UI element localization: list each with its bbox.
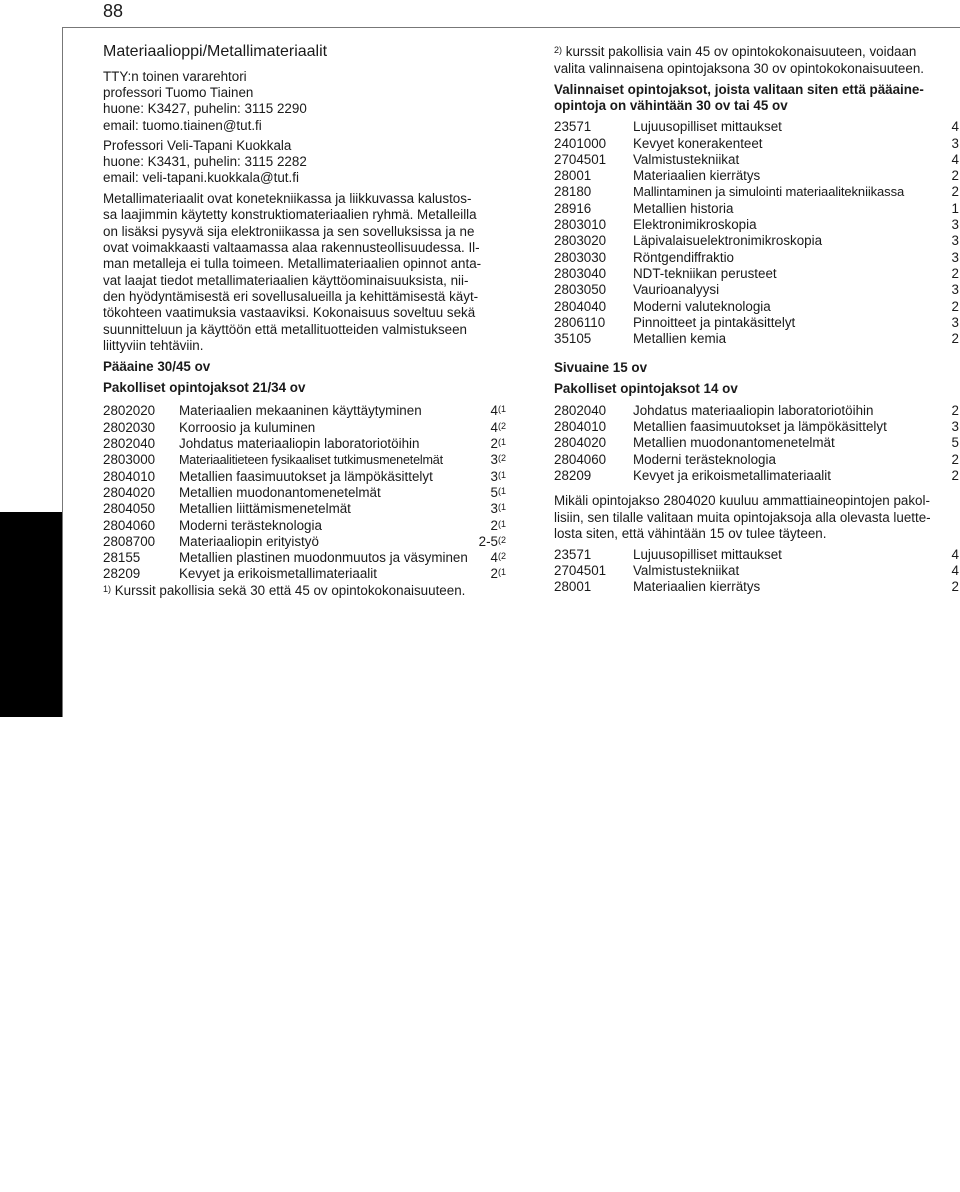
course-name: Elektronimikroskopia (633, 217, 757, 232)
course-credits: 2 (951, 184, 959, 199)
course-code: 28916 (554, 201, 592, 216)
course-name: Materiaaliopin erityistyö (179, 534, 319, 549)
course-code: 28209 (103, 566, 141, 581)
course-name: Moderni valuteknologia (633, 299, 771, 314)
course-credits: 2 (951, 266, 959, 281)
course-name: Mallintaminen ja simulointi materiaalitekniikassa (633, 184, 905, 199)
course-row (554, 563, 959, 579)
course-row (103, 501, 506, 517)
course-row (103, 550, 506, 566)
course-row (103, 420, 506, 436)
course-row (554, 315, 959, 331)
course-row (554, 184, 959, 200)
intro-line: Metallimateriaalit ovat konetekniikassa ja liikkuvassa kalustos- (103, 191, 472, 206)
course-row (554, 201, 959, 217)
course-code: 2401000 (554, 136, 607, 151)
course-name: Materiaalitieteen fysikaaliset tutkimusmenetelmät (179, 453, 443, 467)
staff-line: huone: K3427, puhelin: 3115 2290 (103, 101, 307, 116)
course-name: Metallien muodonantomenetelmät (633, 435, 835, 450)
course-name: Materiaalien kierrätys (633, 168, 761, 183)
course-row (554, 452, 959, 468)
course-code: 2804060 (103, 518, 156, 533)
course-name: Valmistustekniikat (633, 152, 740, 167)
course-code: 2803030 (554, 250, 607, 265)
course-name: Röntgendiffraktio (633, 250, 734, 265)
course-credits: 4 (951, 119, 959, 134)
course-code: 2704501 (554, 563, 607, 578)
course-credits: 2 (951, 299, 959, 314)
course-credits: 4$^{(1}$ (490, 403, 506, 418)
course-row (554, 579, 959, 595)
course-row (103, 566, 506, 582)
course-code: 2804050 (103, 501, 156, 516)
staff-line: huone: K3431, puhelin: 3115 2282 (103, 154, 307, 169)
course-name: Kevyet ja erikoismetallimateriaalit (633, 468, 831, 483)
course-name: Lujuusopilliset mittaukset (633, 119, 782, 134)
course-credits: 3 (951, 282, 959, 297)
course-code: 2704501 (554, 152, 607, 167)
course-credits: 2 (951, 452, 959, 467)
note-line: losta siten, että vähintään 15 ov tulee täyteen. (554, 526, 827, 541)
course-code: 2803050 (554, 282, 607, 297)
course-code: 2803000 (103, 452, 156, 467)
course-name: Metallien muodonantomenetelmät (179, 485, 381, 500)
course-credits: 3 (951, 233, 959, 248)
course-name: Moderni terästeknologia (633, 452, 776, 467)
course-row (554, 233, 959, 249)
course-code: 2802030 (103, 420, 156, 435)
course-name: Valmistustekniikat (633, 563, 740, 578)
course-row (103, 436, 506, 452)
course-name: Metallien faasimuutokset ja lämpökäsittelyt (179, 469, 433, 484)
course-code: 28001 (554, 168, 592, 183)
header-rule (62, 27, 960, 28)
footnote-text: Kurssit pakollisia sekä 30 että 45 ov opintokokonaisuuteen. (114, 583, 466, 598)
course-code: 28180 (554, 184, 592, 199)
course-name: Kevyet konerakenteet (633, 136, 763, 151)
course-name: Metallien plastinen muodonmuutos ja väsyminen (179, 550, 468, 565)
intro-line: liittyviin tehtäviin. (103, 338, 204, 353)
course-name: Korroosio ja kuluminen (179, 420, 316, 435)
course-row (103, 485, 506, 501)
course-row (554, 403, 959, 419)
course-code: 2804060 (554, 452, 607, 467)
course-code: 2803010 (554, 217, 607, 232)
course-credits: 3 (951, 217, 959, 232)
course-name: Läpivalaisuelektronimikroskopia (633, 233, 823, 248)
course-row (554, 136, 959, 152)
footnote-text: valita valinnaisena opintojaksona 30 ov opintokokonaisuuteen. (554, 61, 924, 76)
course-credits: 4 (951, 547, 959, 562)
course-name: Metallien faasimuutokset ja lämpökäsittelyt (633, 419, 887, 434)
course-row (103, 403, 506, 419)
course-code: 28209 (554, 468, 592, 483)
course-code: 2804020 (103, 485, 156, 500)
course-credits: 3 (951, 315, 959, 330)
note-line: lisiin, sen tilalle valitaan muita opintojaksoja alla olevasta luette- (554, 510, 931, 525)
staff-line: professori Tuomo Tiainen (103, 85, 254, 100)
page-number: 88 (103, 1, 124, 21)
course-code: 23571 (554, 547, 592, 562)
course-name: Metallien historia (633, 201, 734, 216)
staff-line: email: tuomo.tiainen@tut.fi (103, 118, 262, 133)
section-title: Materiaalioppi/Metallimateriaalit (103, 43, 328, 60)
course-credits: 4 (951, 152, 959, 167)
course-code: 2802040 (103, 436, 156, 451)
course-code: 2803020 (554, 233, 607, 248)
course-name: Lujuusopilliset mittaukset (633, 547, 782, 562)
intro-line: ovat voimakkaasti valtaamassa alaa rakennusteollisuudessa. Il- (103, 240, 480, 255)
course-name: Vaurioanalyysi (633, 282, 720, 297)
intro-line: on lisäksi pysyvä sija elektroniikassa ja sen sovelluksissa ja ne (103, 224, 475, 239)
course-credits: 2$^{(1}$ (490, 436, 506, 451)
footnote-mark: 1) (103, 584, 112, 594)
course-code: 2803040 (554, 266, 607, 281)
course-credits: 5 (951, 435, 959, 450)
course-credits: 2 (951, 403, 959, 418)
course-name: Moderni terästeknologia (179, 518, 322, 533)
side-tab-label: Materiaalitekniikka (21, 1052, 40, 1192)
mandatory-heading: Pakolliset opintojaksot 21/34 ov (103, 380, 306, 395)
course-name: Pinnoitteet ja pintakäsittelyt (633, 315, 796, 330)
course-code: 28001 (554, 579, 592, 594)
course-name: Metallien liittämismenetelmät (179, 501, 351, 516)
course-code: 2804010 (103, 469, 156, 484)
course-row (554, 547, 959, 563)
course-row (554, 217, 959, 233)
staff-line: TTY:n toinen vararehtori (103, 69, 247, 84)
intro-line: suunnitteluun ja käyttöön että metallituotteiden valmistukseen (103, 322, 467, 337)
course-row (554, 152, 959, 168)
course-credits: 2 (951, 168, 959, 183)
minor-mandatory-heading: Pakolliset opintojaksot 14 ov (554, 381, 738, 396)
intro-line: tökohteen vaatimuksia vastaaviksi. Kokonaisuus soveltuu sekä (103, 305, 476, 320)
course-credits: 2 (951, 468, 959, 483)
course-name: NDT-tekniikan perusteet (633, 266, 777, 281)
footnote (103, 583, 465, 599)
staff-line: email: veli-tapani.kuokkala@tut.fi (103, 170, 299, 185)
course-credits: 1 (951, 201, 959, 216)
note-line: Mikäli opintojakso 2804020 kuuluu ammattiaineopintojen pakol- (554, 493, 930, 508)
elective-heading: opintoja on vähintään 30 ov tai 45 ov (554, 98, 788, 113)
course-name: Johdatus materiaaliopin laboratoriotöihin (179, 436, 420, 451)
course-credits: 3$^{(1}$ (490, 501, 506, 516)
staff-line: Professori Veli-Tapani Kuokkala (103, 138, 292, 153)
course-credits: 2-5$^{(2}$ (478, 534, 506, 549)
course-credits: 2$^{(1}$ (490, 518, 506, 533)
course-code: 2804010 (554, 419, 607, 434)
intro-line: man metalleja ei tulla toimeen. Metallimateriaalien opinnot anta- (103, 256, 482, 271)
course-code: 28155 (103, 550, 141, 565)
course-credits: 2 (951, 331, 959, 346)
course-code: 2802040 (554, 403, 607, 418)
course-name: Materiaalien mekaaninen käyttäytyminen (179, 403, 422, 418)
course-name: Metallien kemia (633, 331, 727, 346)
course-row (554, 299, 959, 315)
footnote (554, 44, 916, 60)
course-code: 2804040 (554, 299, 607, 314)
course-code: 2802020 (103, 403, 156, 418)
course-row (554, 266, 959, 282)
course-name: Materiaalien kierrätys (633, 579, 761, 594)
course-row (103, 452, 506, 468)
course-code: 2806110 (554, 315, 606, 330)
course-credits: 4$^{(2}$ (490, 420, 506, 435)
margin-rule (62, 27, 63, 717)
course-row (554, 468, 959, 484)
course-row (554, 331, 959, 347)
course-code: 35105 (554, 331, 592, 346)
course-credits: 4 (951, 563, 959, 578)
course-row (554, 168, 959, 184)
course-credits: 2$^{(1}$ (490, 566, 506, 581)
course-row (554, 435, 959, 451)
course-credits: 3 (951, 250, 959, 265)
footnote-mark: 2) (554, 45, 563, 55)
intro-line: vat laajat tiedot metallimateriaalien käyttöominaisuuksista, nii- (103, 273, 469, 288)
course-row (103, 518, 506, 534)
course-row (554, 119, 959, 135)
course-credits: 3 (951, 136, 959, 151)
course-code: 23571 (554, 119, 592, 134)
course-code: 2808700 (103, 534, 156, 549)
major-heading: Pääaine 30/45 ov (103, 359, 211, 374)
course-row (554, 250, 959, 266)
course-row (554, 419, 959, 435)
course-credits: 3$^{(1}$ (490, 469, 506, 484)
course-code: 2804020 (554, 435, 607, 450)
course-credits: 4$^{(2}$ (490, 550, 506, 565)
side-tab (0, 512, 62, 1192)
course-row (103, 469, 506, 485)
course-name: Kevyet ja erikoismetallimateriaalit (179, 566, 377, 581)
elective-heading: Valinnaiset opintojaksot, joista valitaan siten että pääaine- (554, 82, 924, 97)
course-credits: 2 (951, 579, 959, 594)
course-row (103, 534, 506, 550)
footnote-text: kurssit pakollisia vain 45 ov opintokokonaisuuteen, voidaan (565, 44, 917, 59)
course-credits: 3$^{(2}$ (490, 452, 506, 467)
intro-line: sa laajimmin käytetty konstruktiomateriaalien ryhmä. Metalleilla (103, 207, 477, 222)
course-credits: 3 (951, 419, 959, 434)
course-credits: 5$^{(1}$ (490, 485, 506, 500)
minor-heading: Sivuaine 15 ov (554, 360, 648, 375)
intro-line: den hyödyntämisestä eri sovellusalueilla ja kehittämisestä käyt- (103, 289, 479, 304)
course-name: Johdatus materiaaliopin laboratoriotöihin (633, 403, 874, 418)
course-row (554, 282, 959, 298)
